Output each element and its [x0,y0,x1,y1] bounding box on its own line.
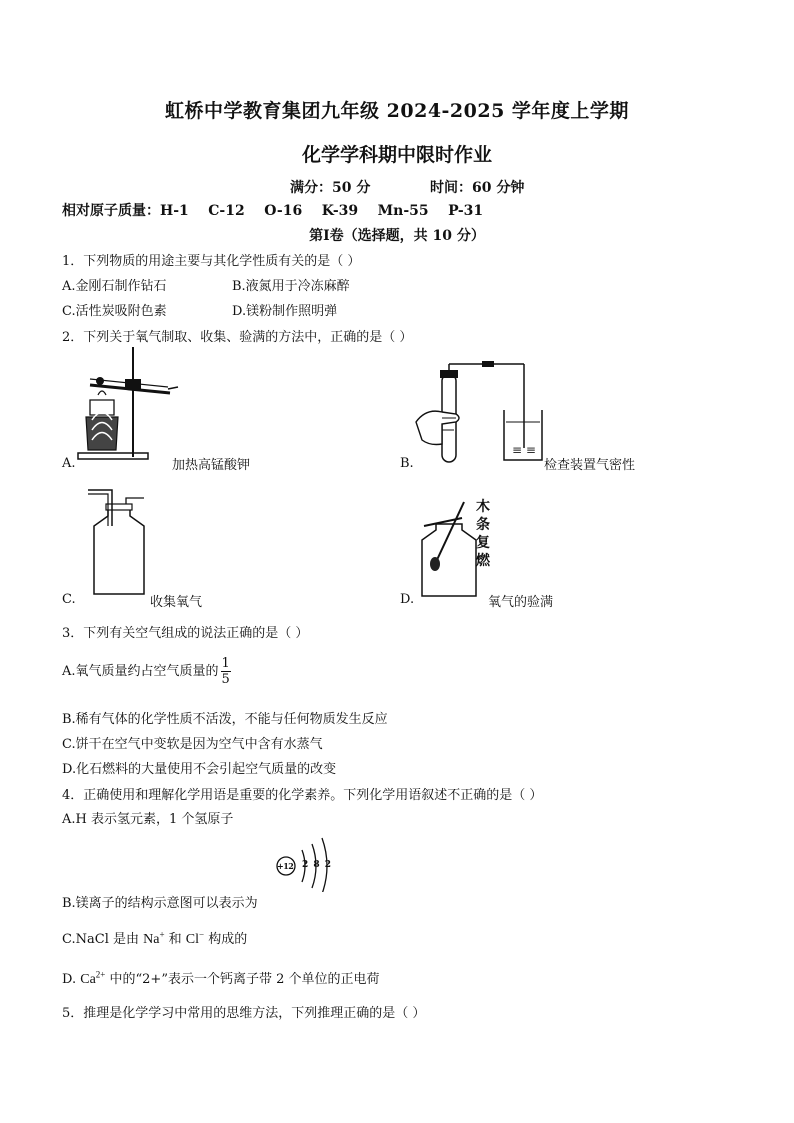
q4-stem: 4．正确使用和理解化学用语是重要的化学素养。下列化学用语叙述不正确的是（ ） [62,788,543,803]
q4-option-a: A.H 表示氢元素，1 个氢原子 [62,812,234,827]
electron-shells: 2 8 2 [302,860,332,870]
wood-splint-rekindle-note [476,498,490,570]
q4-option-d [62,968,380,988]
q4-c-middle: 和 [164,932,186,947]
side-char-2: 条 [476,517,490,533]
q2-option-d-letter: D. [400,592,415,607]
svg-text:≡ ≡: ≡ ≡ [512,443,536,457]
exam-time: 时间：60 分钟 [430,180,525,196]
calcium-charge: 2+ [95,969,106,980]
calcium-ion [80,969,106,987]
q3-option-b: B.稀有气体的化学性质不活泼，不能与任何物质发生反应 [62,712,388,727]
side-char-3: 复 [476,535,490,551]
q4-option-c [62,928,247,948]
q1-option-c: C.活性炭吸附色素 [62,304,167,319]
q3-option-d: D.化石燃料的大量使用不会引起空气质量的改变 [62,762,337,777]
side-char-1: 木 [476,499,490,515]
exam-title: 虹桥中学教育集团九年级 2024-2025 学年度上学期 [165,100,629,122]
q4-option-b: B.镁离子的结构示意图可以表示为 [62,896,258,911]
q3-option-c: C.饼干在空气中变软是因为空气中含有水蒸气 [62,737,323,752]
full-score: 满分：50 分 [290,180,371,196]
q2-option-b-letter: B. [400,456,414,471]
airtightness-check-figure [412,360,547,468]
q1-option-d: D.镁粉制作照明弹 [232,304,338,319]
sodium-symbol: Na [143,932,160,947]
q2-option-a-letter: A. [62,456,76,471]
exam-subtitle: 化学学科期中限时作业 [301,144,492,166]
side-char-4: 燃 [476,553,490,569]
q4-c-prefix: C.NaCl 是由 [62,932,144,947]
atomic-mass: 相对原子质量：H-1 C-12 O-16 K-39 Mn-55 P-31 [62,203,484,219]
chloride-ion [185,929,205,947]
section-title: 第Ⅰ卷（选择题，共 10 分） [309,228,485,244]
q1-option-b: B.液氮用于冷冻麻醉 [232,279,350,294]
fraction-one-fifth [221,656,231,687]
q3-stem: 3．下列有关空气组成的说法正确的是（ ） [62,626,309,641]
chloride-charge: − [199,929,205,940]
gas-collection-figure [88,486,150,598]
q4-d-prefix: D. [62,972,81,987]
fraction-numerator: 1 [221,656,230,671]
sodium-ion [143,929,165,947]
q1-option-a: A.金刚石制作钻石 [62,279,167,294]
q1-stem: 1．下列物质的用途主要与其化学性质有关的是（ ） [62,254,361,269]
q3-option-a [62,656,231,687]
q2-option-b-label: 检查装置气密性 [544,458,636,473]
nucleus-charge: +12 [277,861,294,871]
q4-d-suffix: 中的“2+”表示一个钙离子带 2 个单位的正电荷 [105,972,380,987]
q2-option-a-label: 加热高锰酸钾 [172,458,251,473]
fraction-denominator: 5 [221,672,230,687]
sodium-charge: + [159,929,165,940]
q2-option-c-label: 收集氧气 [150,595,203,610]
chlorine-symbol: Cl [185,932,200,947]
heating-apparatus-figure [70,345,180,465]
q2-option-c-letter: C. [62,592,76,607]
q4-c-suffix: 构成的 [204,932,248,947]
q2-stem: 2．下列关于氧气制取、收集、验满的方法中，正确的是（ ） [62,330,413,345]
q2-option-d-label: 氧气的验满 [488,595,554,610]
calcium-symbol: Ca [80,972,96,987]
q5-stem: 5．推理是化学学习中常用的思维方法，下列推理正确的是（ ） [62,1006,426,1021]
q3-option-a-text: A.氧气质量约占空气质量的 [62,664,219,679]
